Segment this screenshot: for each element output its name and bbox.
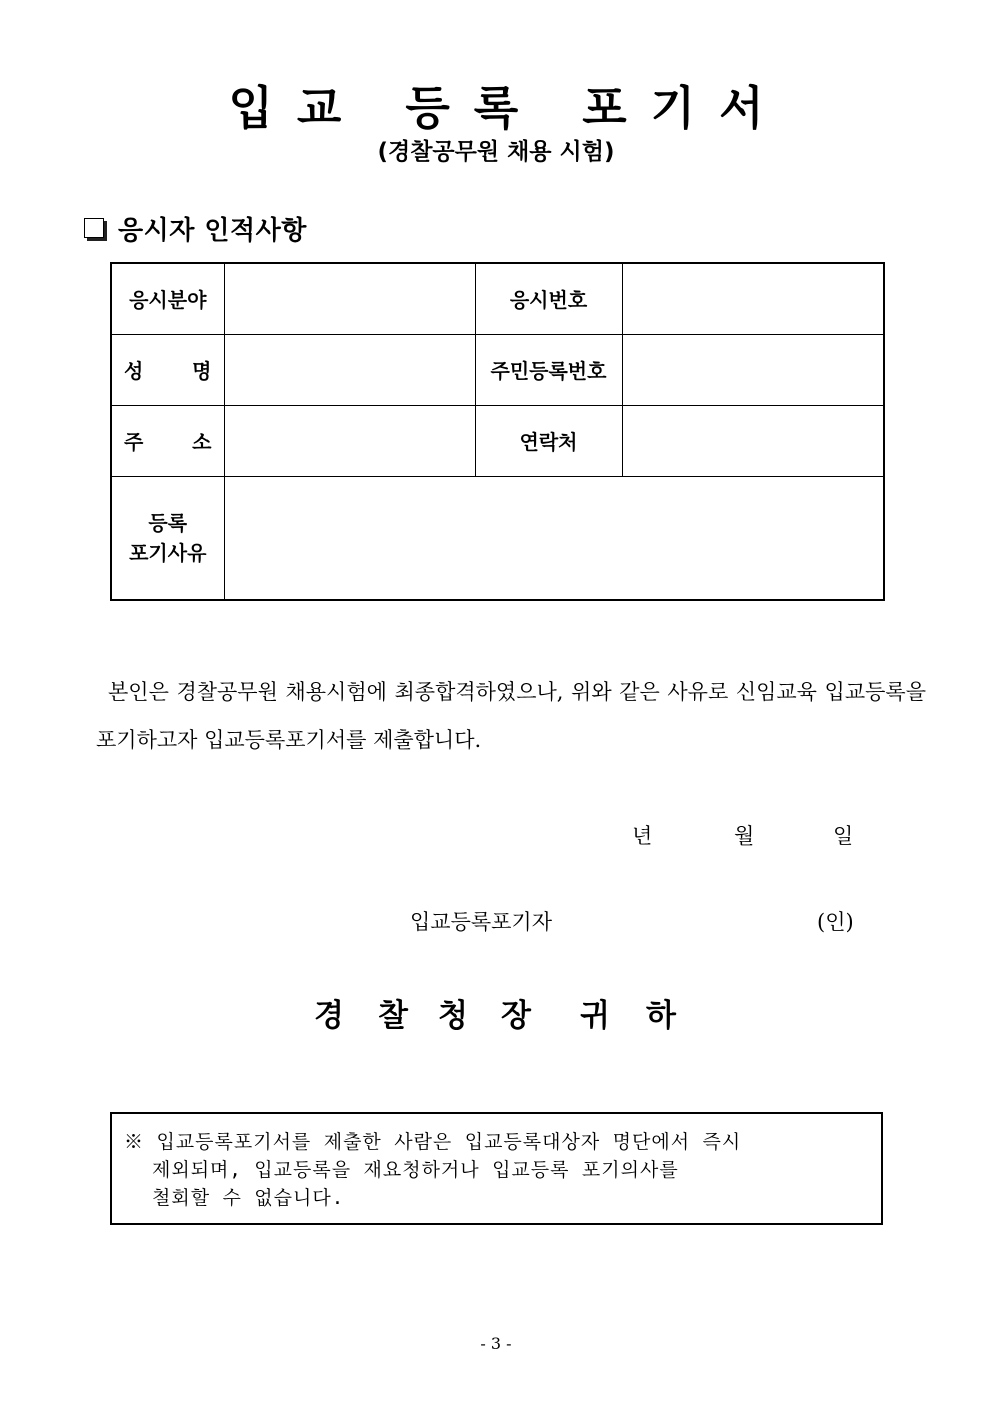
table-row xyxy=(111,263,884,334)
title-char: 기 xyxy=(650,81,720,135)
applicant-info-table xyxy=(110,262,885,601)
label-address: 주 소 xyxy=(111,405,224,476)
document-subtitle: (경찰공무원 채용 시험) xyxy=(377,139,615,165)
document-title xyxy=(0,80,992,136)
checkbox-icon xyxy=(84,218,104,238)
title-char: 입 xyxy=(228,81,297,135)
date-month-label: 월 xyxy=(734,824,755,848)
statement-text: 본인은 경찰공무원 채용시험에 최종합격하였으나, 위와 같은 사유로 신임교육 입교등록을 포기하고자 입교등록포기서를 제출합니다. xyxy=(96,680,926,752)
label-contact: 연락처 xyxy=(475,405,622,476)
date-year-label: 년 xyxy=(632,824,653,848)
name-input[interactable] xyxy=(224,334,475,405)
title-char: 록 xyxy=(473,81,543,135)
title-char: 등 xyxy=(405,81,474,135)
address-input[interactable] xyxy=(224,405,475,476)
label-exam-number: 응시번호 xyxy=(475,263,622,334)
label-withdrawal-reason: 등록 포기사유 xyxy=(111,476,224,600)
resident-number-input[interactable] xyxy=(622,334,884,405)
withdrawal-reason-input[interactable] xyxy=(224,476,884,600)
notice-line: 철회할 수 없습니다. xyxy=(152,1187,345,1209)
table-row xyxy=(111,476,884,600)
page-number: - 3 - xyxy=(480,1334,512,1353)
table-row xyxy=(111,405,884,476)
signer-label: 입교등록포기자 xyxy=(410,910,553,934)
label-field: 응시분야 xyxy=(111,263,224,334)
title-char: 교 xyxy=(296,81,366,135)
date-day-label: 일 xyxy=(833,824,854,848)
seal-label: (인) xyxy=(817,910,854,934)
section-title: 응시자 인적사항 xyxy=(118,215,307,246)
table-row xyxy=(111,334,884,405)
notice-line: ※ 입교등록포기서를 제출한 사람은 입교등록대상자 명단에서 즉시 xyxy=(124,1131,742,1153)
notice-line: 제외되며, 입교등록을 재요청하거나 입교등록 포기의사를 xyxy=(152,1159,679,1181)
notice-box xyxy=(110,1112,883,1225)
field-input[interactable] xyxy=(224,263,475,334)
recipient: 경 찰 청 장 귀 하 xyxy=(314,998,676,1034)
title-char: 포 xyxy=(582,81,651,135)
label-name: 성 명 xyxy=(111,334,224,405)
exam-number-input[interactable] xyxy=(622,263,884,334)
contact-input[interactable] xyxy=(622,405,884,476)
title-char: 서 xyxy=(719,81,764,135)
label-resident-number: 주민등록번호 xyxy=(475,334,622,405)
section-heading xyxy=(84,208,307,248)
